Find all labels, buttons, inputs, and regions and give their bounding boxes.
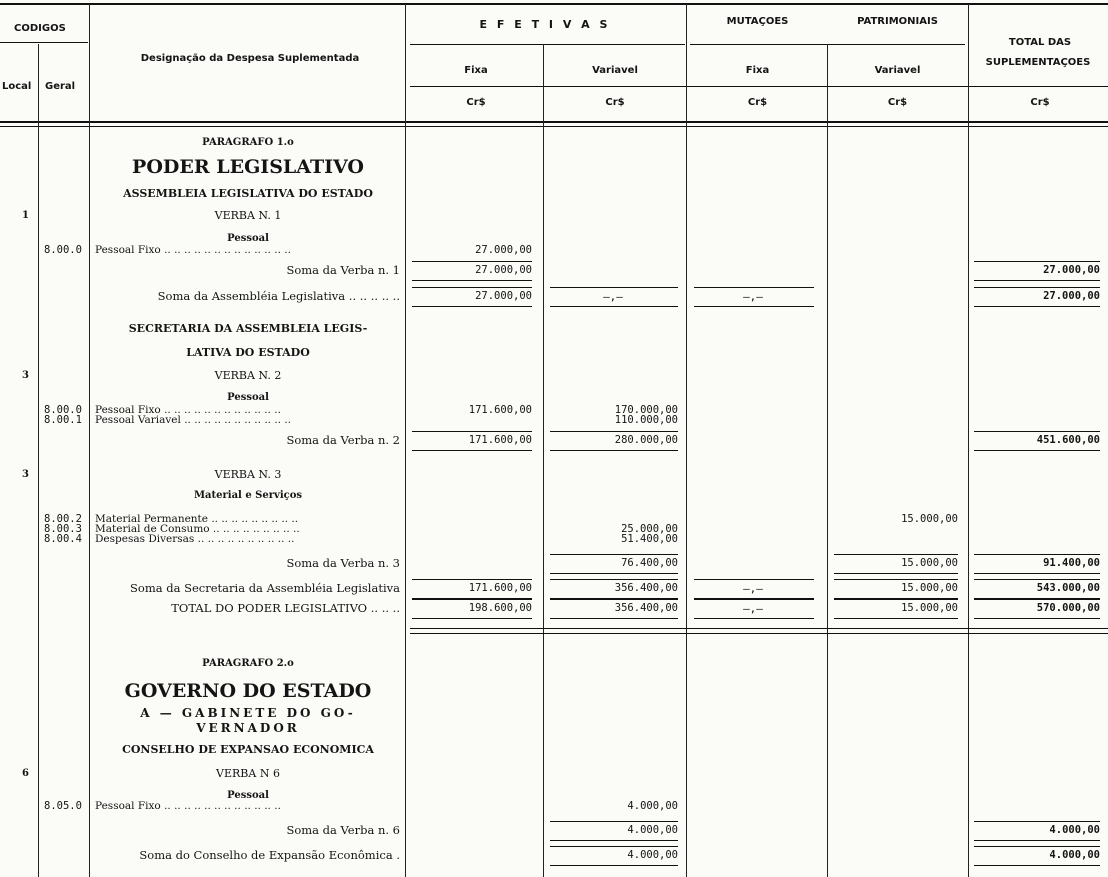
section-heading: VERBA N. 1	[214, 209, 282, 222]
section-heading: VERBA N. 2	[214, 369, 282, 382]
local-code: 3	[22, 469, 29, 480]
value-ef-var: 25.000,00	[621, 523, 678, 535]
section-heading: Pessoal	[227, 392, 269, 403]
item-label: Despesas Diversas .. .. .. .. .. .. .. .. .. ..	[95, 533, 295, 545]
sum-label: Soma da Verba n. 2	[286, 433, 400, 447]
value-total: 27.000,00	[1043, 264, 1100, 276]
section-heading: VERBA N. 3	[214, 468, 282, 481]
geral-code: 8.00.3	[44, 523, 82, 535]
header-designacao: Designação da Despesa Suplementada	[140, 53, 360, 64]
header-total-line2: SUPLEMENTAÇOES	[985, 57, 1091, 68]
section-heading: GOVERNO DO ESTADO	[124, 680, 372, 702]
header-codigos: CODIGOS	[14, 23, 66, 34]
value-ef-fixa: 27.000,00	[475, 264, 532, 276]
item-label: Pessoal Fixo .. .. .. .. .. .. .. .. .. .. .. ..	[95, 800, 281, 812]
value-total: 570.000,00	[1036, 602, 1100, 614]
section-heading: PODER LEGISLATIVO	[132, 156, 364, 178]
geral-code: 8.00.1	[44, 414, 82, 426]
geral-code: 8.00.0	[44, 404, 82, 416]
value-ef-fixa: 198.600,00	[468, 602, 532, 614]
header-currency-2: Cr$	[605, 97, 625, 108]
value-ef-var: 280.000,00	[614, 434, 678, 446]
section-heading: Pessoal	[227, 790, 269, 801]
value-mut-fixa: —,—	[743, 582, 763, 595]
item-label: Material de Consumo .. .. .. .. .. .. .. .. ..	[95, 523, 300, 535]
local-code: 6	[22, 768, 29, 779]
header-efetivas-fixa: Fixa	[464, 65, 488, 76]
value-ef-var: 51.400,00	[621, 533, 678, 545]
geral-code: 8.05.0	[44, 800, 82, 812]
value-ef-fixa: 171.600,00	[468, 404, 532, 416]
value-total: 543.000,00	[1036, 582, 1100, 594]
value-ef-fixa: 171.600,00	[468, 582, 532, 594]
item-label: Pessoal Fixo .. .. .. .. .. .. .. .. .. .. .. ..	[95, 404, 281, 416]
header-currency-4: Cr$	[887, 97, 908, 108]
section-heading: PARAGRAFO 2.o	[202, 658, 294, 669]
header-currency-1: Cr$	[466, 97, 486, 108]
value-ef-fixa: 27.000,00	[475, 290, 532, 302]
header-local: Local	[2, 81, 32, 92]
value-ef-var: 4.000,00	[627, 849, 678, 861]
section-heading: Pessoal	[227, 233, 269, 244]
section-heading: CONSELHO DE EXPANSAO ECONOMICA	[122, 743, 374, 756]
geral-code: 8.00.2	[44, 513, 82, 525]
value-mut-var: 15.000,00	[901, 582, 958, 594]
item-label: Pessoal Variavel .. .. .. .. .. .. .. .. .. .. ..	[95, 414, 292, 426]
value-ef-fixa: 171.600,00	[468, 434, 532, 446]
sum-label: TOTAL DO PODER LEGISLATIVO .. .. ..	[171, 601, 400, 615]
local-code: 1	[22, 210, 29, 221]
section-heading: VERBA N 6	[216, 767, 280, 780]
header-patrimoniais: PATRIMONIAIS	[857, 16, 938, 27]
value-total: 4.000,00	[1049, 849, 1100, 861]
value-ef-var: 4.000,00	[627, 800, 678, 812]
header-efetivas: E F E T I V A S	[479, 18, 611, 31]
value-ef-var: 4.000,00	[627, 824, 678, 836]
value-ef-var: 170.000,00	[614, 404, 678, 416]
header-currency-3: Cr$	[747, 97, 768, 108]
value-mut-var: 15.000,00	[901, 513, 958, 525]
section-heading: Material e Serviços	[193, 490, 303, 501]
header-total-line1: TOTAL DAS	[1008, 37, 1072, 48]
header-mutacoes-variavel: Variavel	[874, 65, 921, 76]
item-label: Material Permanente .. .. .. .. .. .. .. .. ..	[95, 513, 299, 525]
header-geral: Geral	[45, 81, 76, 92]
value-total: 27.000,00	[1043, 290, 1100, 302]
value-ef-var: 356.400,00	[614, 582, 678, 594]
value-total: 91.400,00	[1043, 557, 1100, 569]
value-mut-fixa: —,—	[743, 602, 763, 615]
geral-code: 8.00.4	[44, 533, 82, 545]
sum-label: Soma da Verba n. 1	[286, 263, 400, 277]
section-heading: A — GABINETE DO GO-	[140, 706, 356, 720]
value-mut-var: 15.000,00	[901, 602, 958, 614]
value-ef-var: 356.400,00	[614, 602, 678, 614]
item-label: Pessoal Fixo .. .. .. .. .. .. .. .. .. .. .. .. ..	[95, 244, 291, 256]
value-mut-fixa: —,—	[743, 290, 763, 303]
section-heading: SECRETARIA DA ASSEMBLEIA LEGIS-	[128, 322, 368, 335]
sum-label: Soma da Verba n. 6	[286, 823, 400, 837]
sum-label: Soma do Conselho de Expansão Econômica .	[139, 848, 400, 862]
value-ef-var: 110.000,00	[614, 414, 678, 426]
header-mutacoes-fixa: Fixa	[745, 65, 770, 76]
sum-label: Soma da Verba n. 3	[286, 556, 400, 570]
section-heading: ASSEMBLEIA LEGISLATIVA DO ESTADO	[123, 187, 373, 200]
header-currency-5: Cr$	[1030, 97, 1050, 108]
value-total: 4.000,00	[1049, 824, 1100, 836]
geral-code: 8.00.0	[44, 244, 82, 256]
section-heading: LATIVA DO ESTADO	[186, 346, 310, 359]
value-ef-fixa: 27.000,00	[475, 244, 532, 256]
header-efetivas-variavel: Variavel	[592, 65, 638, 76]
sum-label: Soma da Assembléia Legislativa .. .. .. .. ..	[157, 289, 400, 303]
header-mutacoes: MUTAÇOES	[726, 16, 789, 27]
value-mut-var: 15.000,00	[901, 557, 958, 569]
value-total: 451.600,00	[1036, 434, 1100, 446]
sum-label: Soma da Secretaria da Assembléia Legislativa	[130, 581, 400, 595]
section-heading: VERNADOR	[196, 721, 300, 735]
local-code: 3	[22, 370, 29, 381]
value-ef-var: —,—	[603, 290, 623, 303]
value-ef-var: 76.400,00	[621, 557, 678, 569]
section-heading: PARAGRAFO 1.o	[202, 137, 294, 148]
